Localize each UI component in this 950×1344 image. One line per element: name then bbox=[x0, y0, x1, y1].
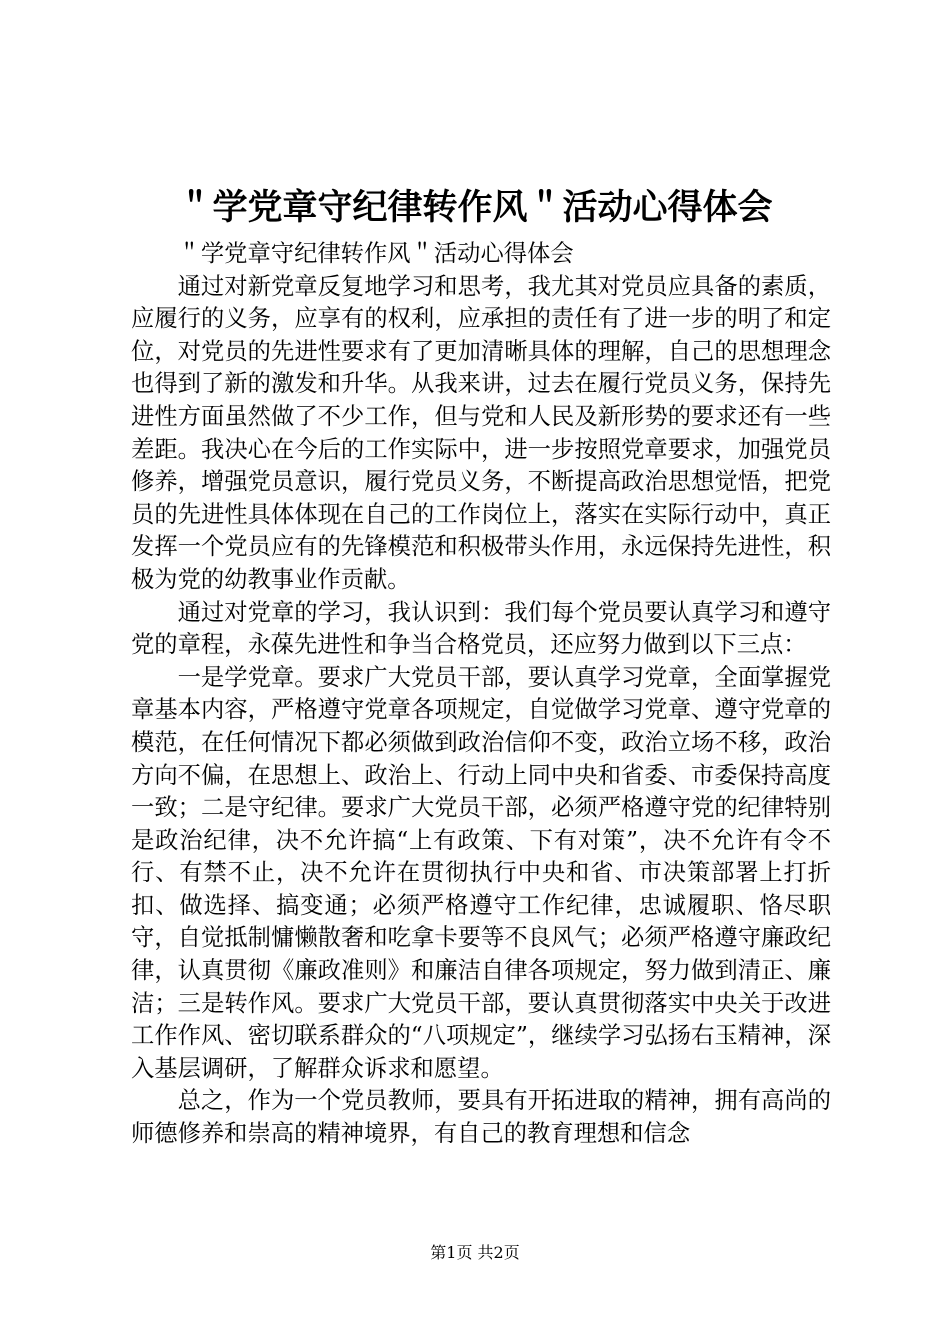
document-body bbox=[131, 238, 831, 1151]
paragraph-3: 一是学党章。要求广大党员干部，要认真学习党章，全面掌握党章基本内容，严格遵守党章各项规定，自觉做学习党章、遵守党章的模范，在任何情况下都必须做到政治信仰不变，政治立场不移，政治方向不偏，在思想上、政治上、行动上同中央和省委、市委保持高度一致；二是守纪律。要求广大党员干部，必须严格遵守党的纪律特别是政治纪律，决不允许搞“上有政策、下有对策”，决不允许有令不行、有禁不止，决不允许在贯彻执行中央和省、市决策部署上打折扣、做选择、搞变通；必须严格遵守工作纪律，忠诚履职、恪尽职守，自觉抵制慵懒散奢和吃拿卡要等不良风气；必须严格遵守廉政纪律，认真贯彻《廉政准则》和廉洁自律各项规定，努力做到清正、廉洁；三是转作风。要求广大党员干部，要认真贯彻落实中央关于改进工作作风、密切联系群众的“八项规定”，继续学习弘扬右玉精神，深入基层调研，了解群众诉求和愿望。 bbox=[131, 663, 831, 1082]
document-subtitle: ＂学党章守纪律转作风＂活动心得体会 bbox=[177, 240, 574, 267]
paragraph-2: 通过对党章的学习，我认识到：我们每个党员要认真学习和遵守党的章程，永葆先进性和争当合格党员，还应努力做到以下三点： bbox=[131, 598, 831, 659]
paragraph-1: 通过对新党章反复地学习和思考，我尤其对党员应具备的素质，应履行的义务，应享有的权利，应承担的责任有了进一步的明了和定位，对党员的先进性要求有了更加清晰具体的理解，自己的思想理念也得到了新的激发和升华。从我来讲，过去在履行党员义务，保持先进性方面虽然做了不少工作，但与党和人民及新形势的要求还有一些差距。我决心在今后的工作实际中，进一步按照党章要求，加强党员修养，增强党员意识，履行党员义务，不断提高政治思想觉悟，把党员的先进性具体体现在自己的工作岗位上，落实在实际行动中，真正发挥一个党员应有的先锋模范和积极带头作用，永远保持先进性，积极为党的幼教事业作贡献。 bbox=[131, 272, 831, 593]
document-title: ＂学党章守纪律转作风＂活动心得体会 bbox=[177, 188, 773, 228]
paragraph-4: 总之，作为一个党员教师，要具有开拓进取的精神，拥有高尚的师德修养和崇高的精神境界，有自己的教育理想和信念 bbox=[131, 1087, 831, 1148]
page-number-footer: 第1页 共2页 bbox=[430, 1243, 520, 1262]
